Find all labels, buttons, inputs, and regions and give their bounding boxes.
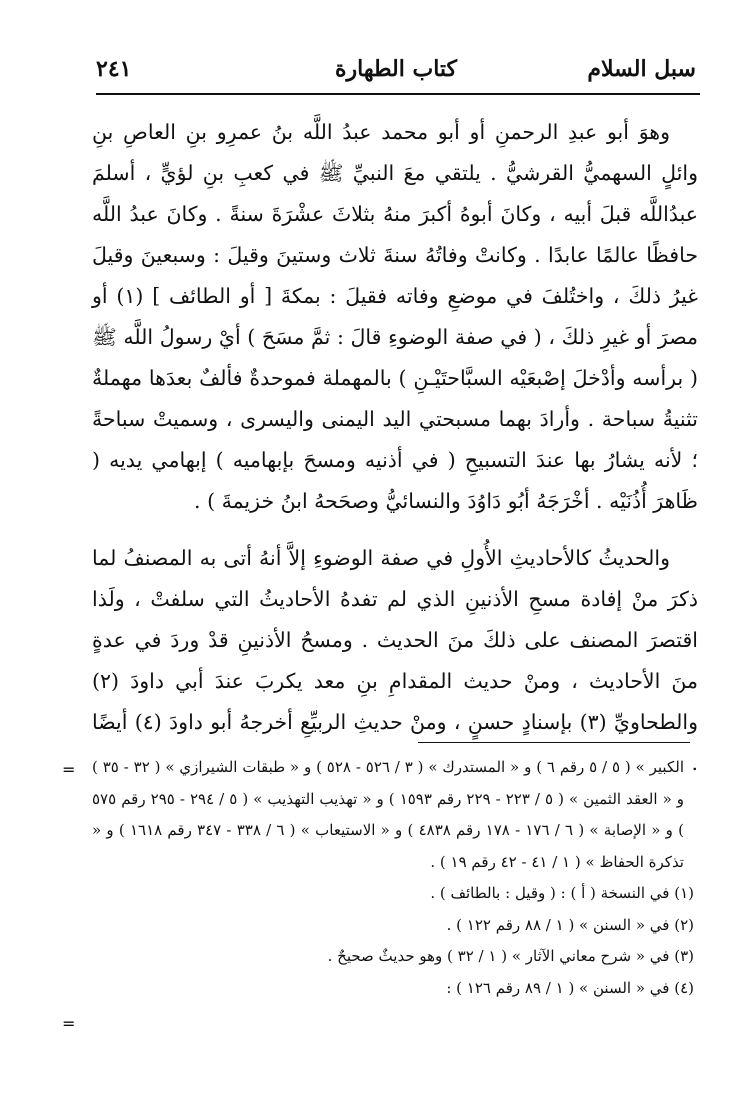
book-title: سبل السلام <box>587 56 696 82</box>
footnote-3: (٣) في « شرح معاني الآثار » ( ١ / ٣٢ ) وهو حديثٌ صحيحٌ . <box>327 947 694 965</box>
page-number: ٢٤١ <box>96 56 132 82</box>
margin-mark: = <box>62 760 76 779</box>
chapter-title: كتاب الطهارة <box>334 56 458 82</box>
paragraph-1: وهوَ أبو عبدِ الرحمنِ أو أبو محمد عبدُ اللَّه بنُ عمرِو بنِ العاصِ بنِ وائلٍ السهميُّ القرشيُّ . يلتقي معَ النبيِّ ﷺ في كعبِ بنِ لؤيٍّ ، أسلمَ عبدُاللَّه قبلَ أبيه ، وكانَ أبوهُ أكبرَ منهُ بثلاثَ عشْرَةَ سنةً . وكانَ عبدُ اللَّه حافظًا عالمًا عابدًا . وكانتْ وفاتُهُ سنةَ ثلاث وستينَ وقيلَ : وسبعينَ وقيلَ غيرُ ذلكَ ، واختُلفَ في موضعِ وفاته فقيلَ : بمكةَ [ أو الطائف ] (١) أو مصرَ أو غيرِ ذلكَ ، ( في صفة الوضوءِ قالَ : ثمَّ مسَحَ ) أيْ رسولُ اللَّه ﷺ ( برأسه وأدْخلَ إصْبعَيْه السبَّاحتَيْـنِ ) بالمهملة فموحدةٌ فألفٌ بعدَها مهملةٌ تثنيةُ سباحة . وأرادَ بهما مسبحتي اليد اليمنى واليسرى ، وسميتْ سباحةً ؛ لأنه يشارُ بها عندَ التسبيحِ ( في أذنيه ومسحَ بإبهاميه ) إبهامي يديه ( ظَاهرَ أُذُنَيْه . أخْرَجَهُ أبُو دَاوُدَ والنسائيُّ وصحَحهُ ابنُ خزيمةَ ) . <box>92 120 698 513</box>
footnote-4: (٤) في « السنن » ( ١ / ٨٩ رقم ١٢٦ ) : <box>446 978 694 997</box>
footnote-rule <box>418 742 690 743</box>
footnote-continuation: الكبير » ( ٥ / ٥ رقم ٦ ) و « المستدرك » ( ٣ / ٥٢٦ - ٥٢٨ ) و « طبقات الشيرازي » ( ٣٢ - ٣٥ ) و « العقد الثمين » ( ٥ / ٢٢٣ - ٢٢٩ رقم ١٥٩٣ ) و « تهذيب التهذيب » ( ٥ / ٢٩٤ - ٢٩٥ رقم ٥٧٥ ) و « الإصابة » ( ٦ / ١٧٦ - ١٧٨ رقم ٤٨٣٨ ) و « الاستيعاب » ( ٦ / ٣٣٨ - ٣٤٧ رقم ١٦١٨ ) و « تذكرة الحفاظ » ( ١ / ٤١ - ٤٢ رقم ١٩ ) . <box>92 758 685 871</box>
header-rule <box>96 93 700 95</box>
footnote-2: (٢) في « السنن » ( ١ / ٨٨ رقم ١٢٢ ) . <box>446 915 694 934</box>
paragraph-2: والحديثُ كالأحاديثِ الأُولِ في صفة الوضوءِ إلاَّ أنهُ أتى به المصنفُ لما ذكرَ منْ إفادة مسحِ الأذنينِ الذي لم تفدهُ الأحاديثُ التي سلفتْ ، ولَذا اقتصرَ المصنف على ذلكَ منَ الحديث . ومسحُ الأذنينِ قدْ وردَ في عدةٍ منَ الأحاديث ، ومنْ حديث المقدامِ بنِ معد يكربَ عندَ أبي داودَ (٢) والطحاويِّ (٣) بإسنادٍ حسنٍ ، ومنْ حديثِ الربيِّعِ أخرجهُ أبو داودَ (٤) أيضًا . <box>92 546 698 775</box>
margin-mark: = <box>62 1014 76 1033</box>
footnote-1: (١) في النسخة ( أ ) : ( وقيل : بالطائف ) . <box>430 884 694 902</box>
footnotes <box>92 752 694 1004</box>
main-text <box>92 112 698 784</box>
page-header <box>96 50 696 92</box>
